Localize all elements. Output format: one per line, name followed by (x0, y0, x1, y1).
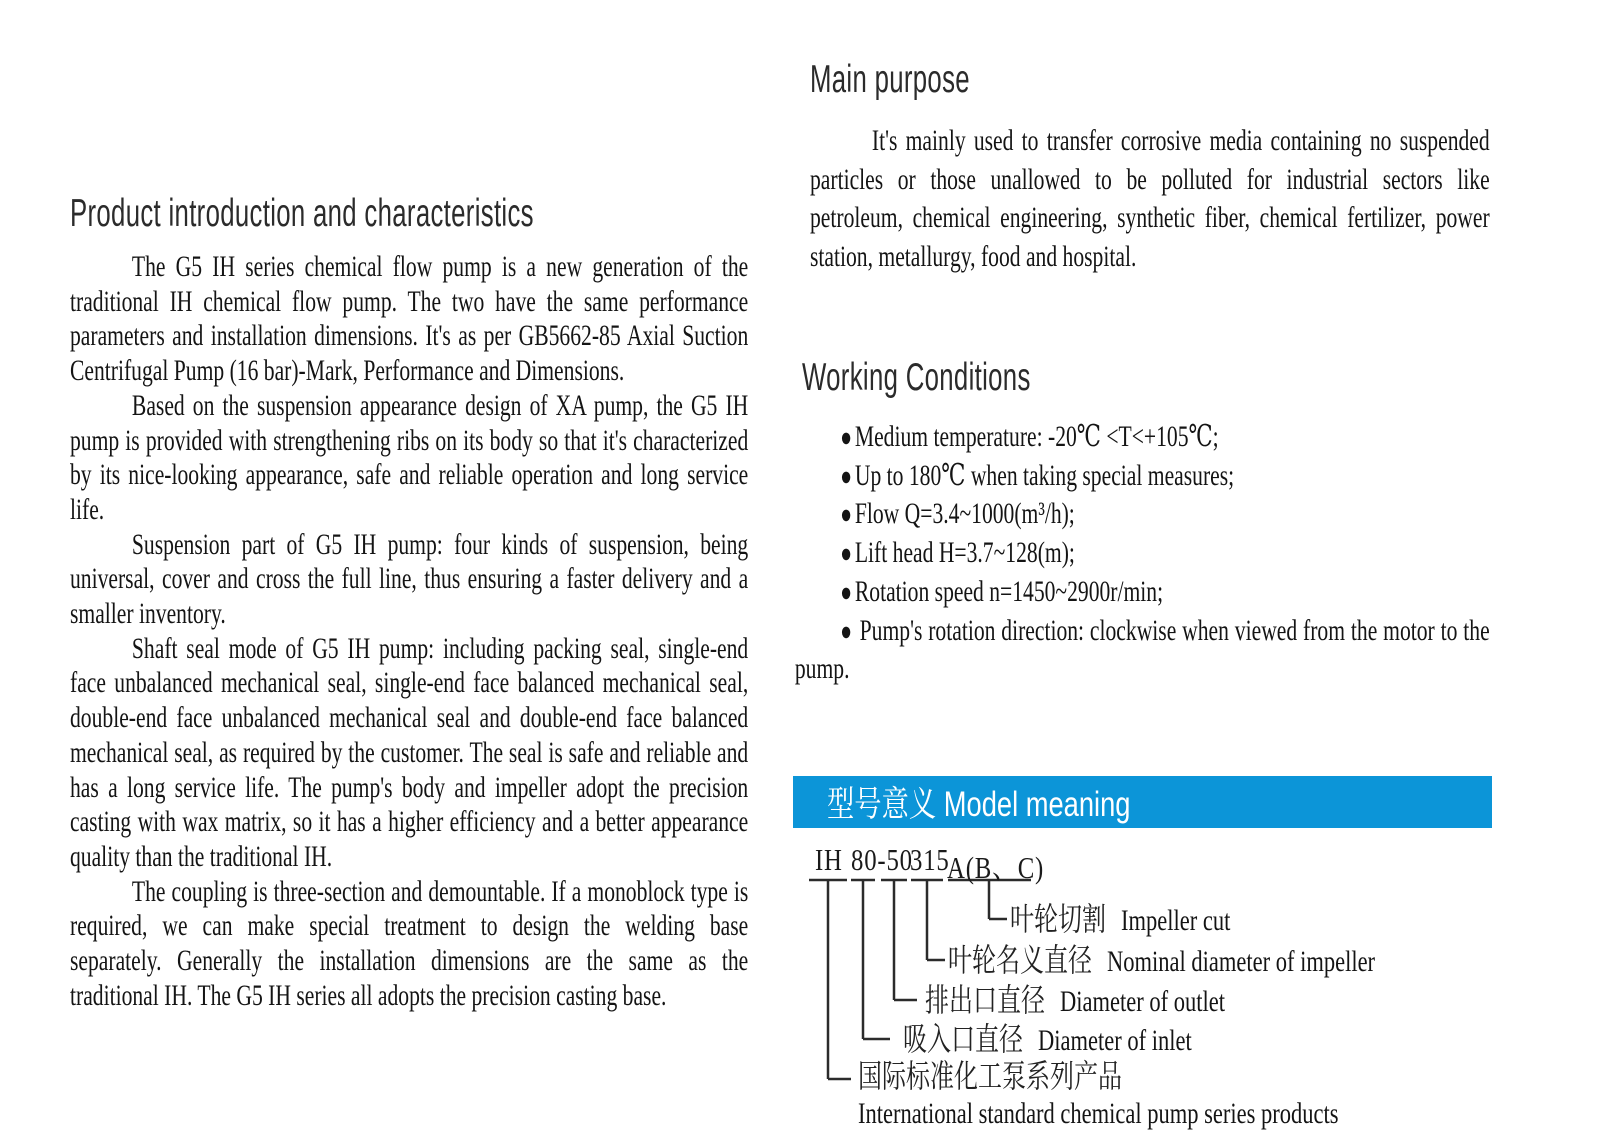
diagram-label-cn: 叶轮切割 (1010, 901, 1107, 937)
intro-paragraph: The G5 IH series chemical flow pump is a new generation of the traditional IH chemical flow pump. The two have the same performance parameters and installation dimensions. It's as per GB5662-85 Axial Suction Centrifugal Pump (16 bar)-Mark, Performance and Dimensions. (70, 250, 749, 388)
model-meaning-section (793, 776, 1500, 1140)
right-column (794, 58, 1510, 686)
bullet-icon: ● (840, 460, 855, 491)
working-conditions-item (795, 612, 1490, 689)
working-conditions-text: Flow Q=3.4~1000(m³/h); (854, 497, 1075, 531)
working-conditions-item (840, 573, 1489, 612)
model-meaning-banner-title: 型号意义 Model meaning (827, 785, 1131, 824)
working-conditions-item (840, 495, 1489, 534)
diagram-label-en: International standard chemical pump series products (858, 1097, 1339, 1130)
diagram-label-outlet-diameter (925, 982, 1225, 1025)
diagram-label-cn: 吸入口直径 (903, 1021, 1024, 1057)
bullet-icon: ● (840, 615, 860, 646)
product-introduction-paragraphs (70, 250, 748, 1013)
working-conditions-list (794, 418, 1490, 689)
diagram-label-en: Diameter of inlet (1038, 1024, 1192, 1057)
bullet-icon: ● (840, 538, 855, 569)
bullet-icon: ● (840, 422, 855, 452)
product-introduction-heading: Product introduction and characteristics (70, 192, 534, 235)
diagram-label-nominal-diameter (948, 942, 1375, 985)
intro-paragraph: Suspension part of G5 IH pump: four kinds of suspension, being universal, cover and cross the full line, thus ensuring a faster delivery and a smaller inventory. (70, 527, 749, 631)
working-conditions-item (840, 534, 1489, 573)
working-conditions-item (840, 418, 1489, 457)
model-code-segment-inlet-outlet: 80-50 (851, 842, 913, 877)
left-column (70, 192, 750, 1012)
diagram-label-cn: 国际标准化工泵系列产品 (858, 1058, 1123, 1094)
diagram-label-en: Diameter of outlet (1060, 985, 1225, 1018)
diagram-label-impeller-cut (1010, 901, 1230, 944)
main-purpose-heading: Main purpose (810, 58, 970, 101)
model-meaning-banner (793, 776, 1492, 828)
model-code-segment-series: IH (815, 842, 843, 877)
bullet-icon: ● (840, 576, 855, 607)
intro-paragraph: Shaft seal mode of G5 IH pump: including packing seal, single-end face unbalanced mechanical seal, single-end face balanced mechanical seal, double-end face unbalanced mechanical seal and double-end face balanced mechanical seal, as required by the customer. The seal is safe and reliable and has a long service life. The pump's body and impeller adopt the precision casting with wax matrix, so it has a higher efficiency and a better appearance quality than the traditional IH. (70, 631, 749, 873)
model-code-segment-impeller-diameter: 315 (910, 842, 950, 877)
intro-paragraph: Based on the suspension appearance design of XA pump, the G5 IH pump is provided with strengthening ribs on its body so that it's characterized by its nice-looking appearance, safe and reliable operation and long service life. (70, 388, 749, 526)
model-meaning-diagram (793, 828, 1500, 1140)
working-conditions-text: Up to 180℃ when taking special measures; (854, 458, 1235, 492)
diagram-label-cn: 叶轮名义直径 (948, 942, 1093, 978)
working-conditions-text: Pump's rotation direction: clockwise when viewed from the motor to the pump. (794, 613, 1490, 686)
intro-paragraph: The coupling is three-section and demountable. If a monoblock type is required, we can make special treatment to design the welding base separately. Generally the installation dimensions are the same as the traditional IH. The G5 IH series all adopts the precision casting base. (70, 874, 749, 1012)
diagram-label-en: Impeller cut (1121, 904, 1231, 937)
working-conditions-item (840, 457, 1489, 496)
diagram-label-en: Nominal diameter of impeller (1107, 945, 1376, 978)
working-conditions-text: Medium temperature: -20℃ <T<+105℃; (854, 420, 1219, 453)
diagram-label-series-products (858, 1058, 1338, 1132)
working-conditions-heading: Working Conditions (802, 356, 1031, 399)
working-conditions-text: Rotation speed n=1450~2900r/min; (854, 574, 1164, 608)
working-conditions-text: Lift head H=3.7~128(m); (854, 536, 1075, 570)
bullet-icon: ● (840, 499, 855, 530)
main-purpose-paragraph: It's mainly used to transfer corrosive media containing no suspended particles or those unallowed to be polluted for industrial sectors like petroleum, chemical engineering, synthetic fiber, chemical fertilizer, power station, metallurgy, food and hospital. (810, 124, 1490, 273)
main-purpose-paragraph-block (810, 122, 1490, 276)
diagram-label-cn: 排出口直径 (925, 982, 1046, 1018)
model-code-segment-impeller-cut: A(B、C) (947, 850, 1045, 885)
